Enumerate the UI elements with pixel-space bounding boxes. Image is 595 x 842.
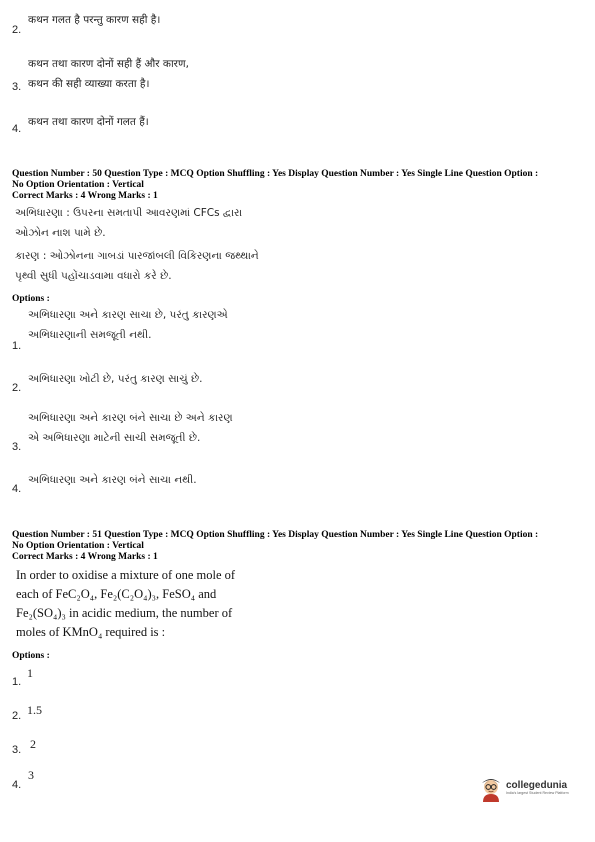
q51-text-line2: each of FeC₂O₄, Fe₂(C₂O₄)₃, FeSO₄ and [16,587,217,601]
student-mascot-icon [478,774,504,802]
q51-marks: Correct Marks : 4 Wrong Marks : 1 [12,552,158,562]
prev-option-4-text: कथन तथा कारण दोनों गलत हैं। [28,116,149,128]
q50-option-3-line2: એ અભિધારણા માટેની સાચી સમજૂતી છે. [28,432,201,444]
prev-option-4-number: 4. [12,123,22,135]
q50-statement-line2: ઓઝોન નાશ પામે છે. [15,227,106,239]
q50-reason-line2: પૃથ્વી સુધી પહોંચાડવામા વધારો કરે છે. [15,270,172,282]
q51-option-2-value: 1.5 [27,703,42,717]
q50-option-3-line1: અભિધારણા અને કારણ બંને સાચા છે અને કારણ [28,412,233,424]
q51-option-3-value: 2 [30,737,36,751]
brand-tagline: India's largest Student Review Platform [506,791,569,795]
prev-option-3-number: 3. [12,81,22,93]
q51-option-4-value: 3 [28,768,34,782]
prev-option-3-text-line1: कथन तथा कारण दोनों सही हैं और कारण, [28,58,189,70]
q51-option-1-number: 1. [12,676,22,688]
prev-option-2-text: कथन गलत है परन्तु कारण सही है। [28,14,161,26]
q51-option-2-number: 2. [12,710,22,722]
q51-meta [12,530,590,563]
q50-option-1-line1: અભિધારણા અને કારણ સાચા છે, પરંતુ કારણએ [28,309,228,321]
q50-option-4-text: અભિધારણા અને કારણ બંને સાચા નથી. [28,474,197,486]
q50-options-label: Options : [12,294,50,304]
q50-option-2-text: અભિધારણા ખોટી છે, પરંતુ કારણ સાચું છે. [28,373,203,385]
q50-marks: Correct Marks : 4 Wrong Marks : 1 [12,191,158,201]
q51-options-label: Options : [12,651,50,661]
q51-option-1-value: 1 [27,666,33,680]
q51-text-line4: moles of KMnO₄ required is : [16,625,166,639]
q50-option-4-number: 4. [12,483,22,495]
q50-reason-line1: કારણ : ઓઝોનના ગાબડાં પારજાંબલી વિકિરણના જથ્થાને [15,250,259,262]
q51-text-line1: In order to oxidise a mixture of one mole of [16,568,236,582]
q51-question-text [16,566,235,642]
q51-option-4-number: 4. [12,779,22,791]
collegedunia-logo [478,774,569,802]
q50-meta-line1: Question Number : 50 Question Type : MCQ Option Shuffling : Yes Display Question Number : Yes Single Line Question Option : [12,169,539,179]
q50-meta-line2: No Option Orientation : Vertical [12,180,144,190]
q50-option-1-line2: અભિધારણાની સમજૂતી નથી. [28,329,152,341]
q51-option-3-number: 3. [12,744,22,756]
q51-meta-line1: Question Number : 51 Question Type : MCQ Option Shuffling : Yes Display Question Number : Yes Single Line Question Option : [12,530,539,540]
q50-option-1-number: 1. [12,340,22,352]
q51-meta-line2: No Option Orientation : Vertical [12,541,144,551]
q50-option-3-number: 3. [12,441,22,453]
prev-option-2-number: 2. [12,24,22,36]
q50-statement-line1: અભિધારણા : ઉપરના સમતાપી આવરણમાં CFCs દ્વારા [15,207,243,219]
brand-name: collegedunia [506,780,568,791]
q50-option-2-number: 2. [12,382,22,394]
q51-text-line3: Fe₂(SO₄)₃ in acidic medium, the number of [16,606,233,620]
prev-option-3-text-line2: कथन की सही व्याख्या करता है। [28,78,150,90]
q50-meta [12,169,590,202]
